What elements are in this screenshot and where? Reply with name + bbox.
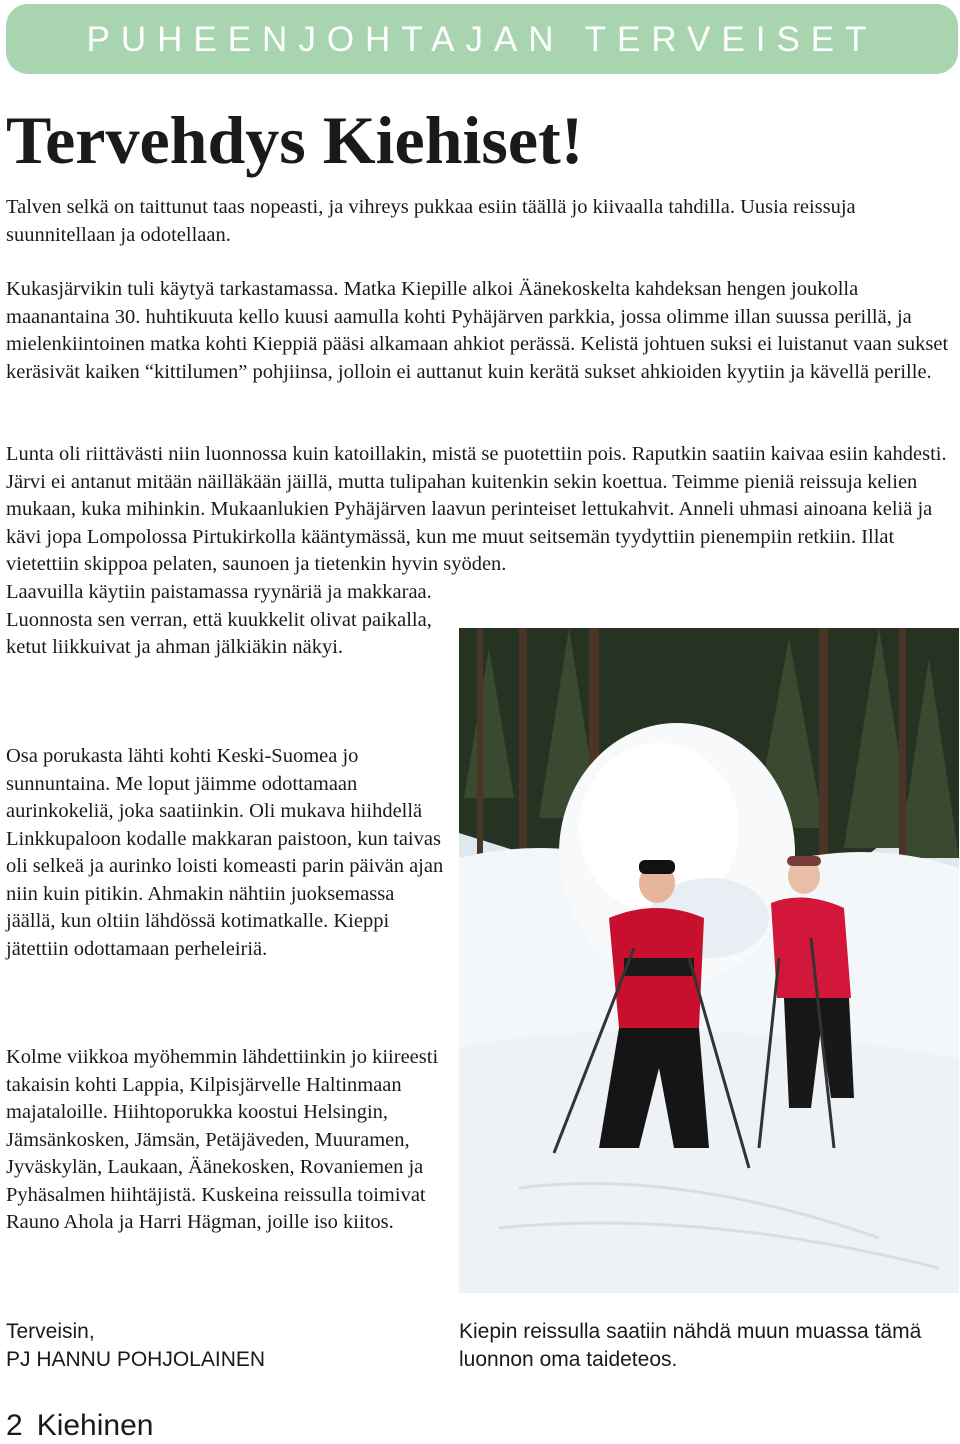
section-banner-title: PUHEENJOHTAJAN TERVEISET xyxy=(86,20,878,59)
publication-name: Kiehinen xyxy=(36,1409,154,1442)
section-banner xyxy=(6,4,958,74)
trip-paragraph: Kukasjärvikin tuli käytyä tarkastamassa. Matka Kiepille alkoi Äänekoskelta kahdeksan hengen joukolla maanantaina 30. huhtikuuta kello kuusi aamulla kohti Pyhäjärven parkkia, jossa olimme illan suussa perillä, ja mielenkiintoinen matka kohti Kieppiä pääsi alkamaan ahkiot perässä. Kelistä johtuen suksi ei luistanut vaan sukset keräsivät kaiken “kittilumen” pohjiinsa, jolloin ei auttanut kuin kerätä sukset ahkioiden kyytiin ja kävellä perille. xyxy=(6,278,949,383)
return-paragraph: Osa porukasta lähti kohti Keski-Suomea jo sunnuntaina. Me loput jäimme odottamaan aurinkokeliä, joka saatiinkin. Oli mukava hiihdellä Linkkupaloon kodalle makkaran paistoon, kun taivas oli selkeä ja aurinko loisti komeasti parin päivän ajan niin kuin pitikin. Ahmakin nähtiin juoksemassa jäällä, kun oltiin lähdössä kotimatkalle. Kieppi jätettiin odottamaan perheleiriä. xyxy=(6,745,444,960)
page-footer xyxy=(6,1408,153,1444)
signature xyxy=(6,1318,265,1374)
signature-greeting: Terveisin, xyxy=(6,1320,95,1343)
snow-sculpture-photo xyxy=(459,628,959,1293)
lapland-paragraph: Kolme viikkoa myöhemmin lähdettiinkin jo kiireesti takaisin kohti Lappia, Kilpisjärvelle Haltinmaan majataloille. Hiihtoporukka koostui Helsingin, Jämsänkosken, Jämsän, Petäjäveden, Muuramen, Jyväskylän, Laukaan, Äänekosken, Rovaniemen ja Pyhäsalmen hiihtäjistä. Kuskeina reissulla toimivat Rauno Ahola ja Harri Hägman, joille iso kiitos. xyxy=(6,1046,439,1233)
nature-paragraph: Laavuilla käytiin paistamassa ryynäriä ja makkaraa. Luonnosta sen verran, että kuukkelit olivat paikalla, ketut liikkuivat ja ahman jälkiäkin näkyi. xyxy=(6,581,432,658)
photo-caption: Kiepin reissulla saatiin nähdä muun muassa tämä luonnon oma taideteos. xyxy=(459,1320,922,1371)
article-title: Tervehdys Kiehiset! xyxy=(6,102,584,178)
signature-name: PJ HANNU POHJOLAINEN xyxy=(6,1348,266,1371)
intro-paragraph: Talven selkä on taittunut taas nopeasti, ja vihreys pukkaa esiin täällä jo kiivaalla tahdilla. Uusia reissuja suunnitellaan ja odotellaan. xyxy=(6,196,856,246)
snow-paragraph: Lunta oli riittävästi niin luonnossa kuin katoillakin, mistä se puotettiin pois. Raputkin saatiin kaivaa esiin kahdesti. Järvi ei antanut mitään näilläkään jäillä, mutta tulipahan kuitenkin sekin koettua. Teimme pieniä reissuja kelien mukaan, kuka mihinkin. Mukaanlukien Pyhäjärven laavun perinteiset lettukahvit. Anneli uhmasi ainoana keliä ja kävi jopa Lompolossa Pirtukirkolla kääntymässä, kun me muut seitsemän tyydyttiin pienempiin retkiin. Illat vietettiin skippoa pelaten, saunoen ja tietenkin hyvin syöden. xyxy=(6,443,947,575)
page-number: 2 xyxy=(6,1409,23,1442)
